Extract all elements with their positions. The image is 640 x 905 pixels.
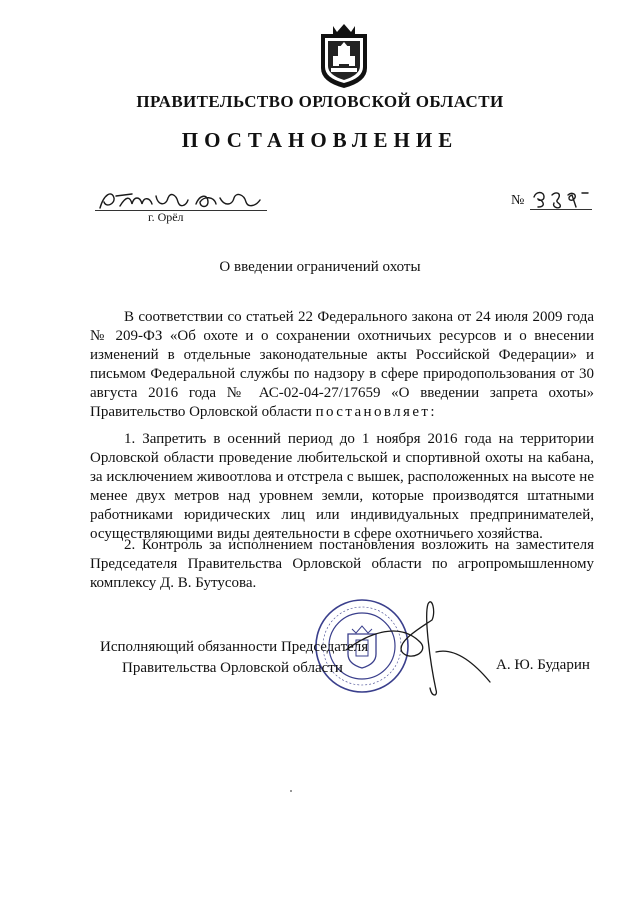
handwritten-number <box>530 187 592 211</box>
organization-title: ПРАВИТЕЛЬСТВО ОРЛОВСКОЙ ОБЛАСТИ <box>136 92 504 111</box>
document-type-title: ПОСТАНОВЛЕНИЕ <box>181 128 459 152</box>
item-1-paragraph: 1. Запретить в осенний период до 1 ноября 2016 года на территории Орловской области проведение любительской и спортивной охоты на кабана, за исключением живоотлова и отстрела с вышек, расположенных на высоте не менее двух метров над уровнем земли, которые производятся штатными работниками юридических лиц или индивидуальных предпринимателей, осуществляющими виды деятельности в сфере охотничьего хозяйства. <box>90 431 594 542</box>
resolves-word: постановляет: <box>315 404 437 420</box>
preamble-text: В соответствии со статьей 22 Федерального закона от 24 июля 2009 года № 209-ФЗ «Об охоте и о сохранении охотничьих ресурсов и о внесении изменений в отдельные законодательные акты Российской Федерации» и письмом Федеральной службы по надзору в сфере природопользования от 30 августа 2016 года № АС-02-04-27/17659 «О введении запрета охоты» Правительство Орловской области <box>90 309 594 420</box>
signatory-position <box>100 637 368 679</box>
signatory-name: А. Ю. Бударин <box>496 657 590 673</box>
scan-speck <box>290 790 292 792</box>
city-label: г. Орёл <box>148 210 184 224</box>
position-line-1: Исполняющий обязанности Председателя <box>100 639 369 655</box>
coat-of-arms-icon <box>311 22 377 90</box>
document-subject: О введении ограничений охоты <box>219 259 421 275</box>
position-line-2: Правительства Орловской области <box>122 660 343 676</box>
number-underline <box>530 209 592 210</box>
number-label: № <box>511 193 525 208</box>
item-2-paragraph: 2. Контроль за исполнением постановления возложить на заместителя Председателя Правительства Орловской области по агропромышленному комплексу Д. В. Бутусова. <box>90 537 594 591</box>
preamble-paragraph <box>90 308 594 422</box>
